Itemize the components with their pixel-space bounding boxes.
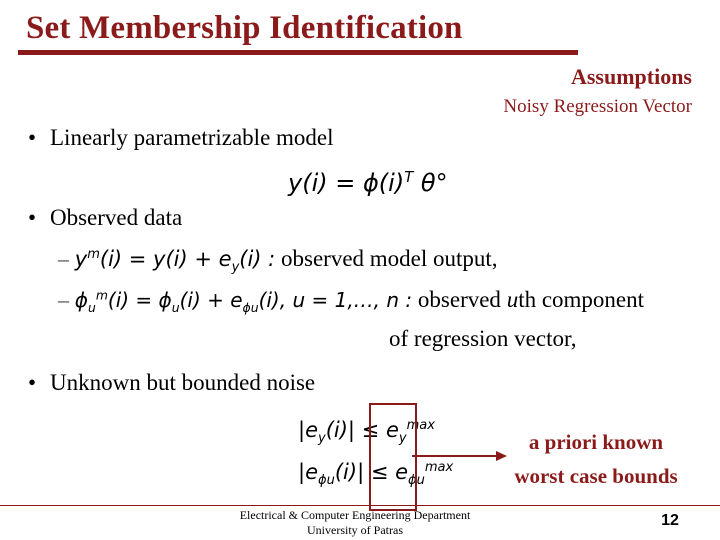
regressor-noise-bound: $|e_{\phi u}(i)| \le e_{\phi u}^{max}$ — [298, 460, 454, 489]
bullet-bounded-noise — [28, 370, 315, 396]
bullet-dot: • — [28, 370, 37, 395]
arrow-icon — [410, 448, 510, 464]
observed-regressor-label-u: u — [506, 287, 519, 312]
footer-department: Electrical & Computer Engineering Department — [239, 508, 471, 522]
footer-text — [200, 508, 510, 538]
footer-divider — [0, 505, 720, 506]
bullet-text: Observed data — [50, 205, 183, 230]
slide-title: Set Membership Identification — [26, 10, 463, 46]
section-subheading: Noisy Regression Vector — [503, 96, 692, 117]
bullet-dot: • — [28, 205, 37, 230]
a-priori-callout — [496, 425, 696, 493]
dash-marker: – — [58, 287, 69, 312]
model-equation: $y(i) = \phi(i)^T$ θ° — [288, 168, 448, 197]
observed-output-item — [58, 246, 498, 275]
footer-university: University of Patras — [307, 523, 403, 537]
bullet-observed-data — [28, 205, 182, 231]
callout-line-1: a priori known — [528, 430, 664, 454]
observed-regressor-label-b: th component — [518, 287, 645, 312]
bullet-text: Linearly parametrizable model — [50, 125, 334, 150]
bullet-dot: • — [28, 125, 37, 150]
observed-regressor-label-a: observed — [417, 287, 501, 312]
bullet-linear-model — [28, 125, 334, 151]
bullet-text: Unknown but bounded noise — [50, 370, 316, 395]
page-number: 12 — [661, 512, 679, 529]
dash-marker: – — [58, 246, 69, 271]
observed-regressor-equation: $\phi_u^m(i) = \phi_u(i) + e_{\phi u}(i)$, u = 1,…, n : — [74, 287, 413, 315]
observed-regressor-item — [58, 287, 644, 315]
output-noise-bound: $|e_y(i)| \le e_y^{max}$ — [298, 418, 435, 447]
observed-output-equation: $y^m(i) = y(i) + e_y(i)$ : — [74, 247, 276, 276]
section-heading: Assumptions — [570, 64, 692, 89]
observed-regressor-label-cont: of regression vector, — [389, 326, 577, 351]
observed-output-label: observed model output, — [281, 246, 498, 271]
title-underline — [18, 50, 578, 55]
callout-line-2: worst case bounds — [514, 464, 678, 488]
